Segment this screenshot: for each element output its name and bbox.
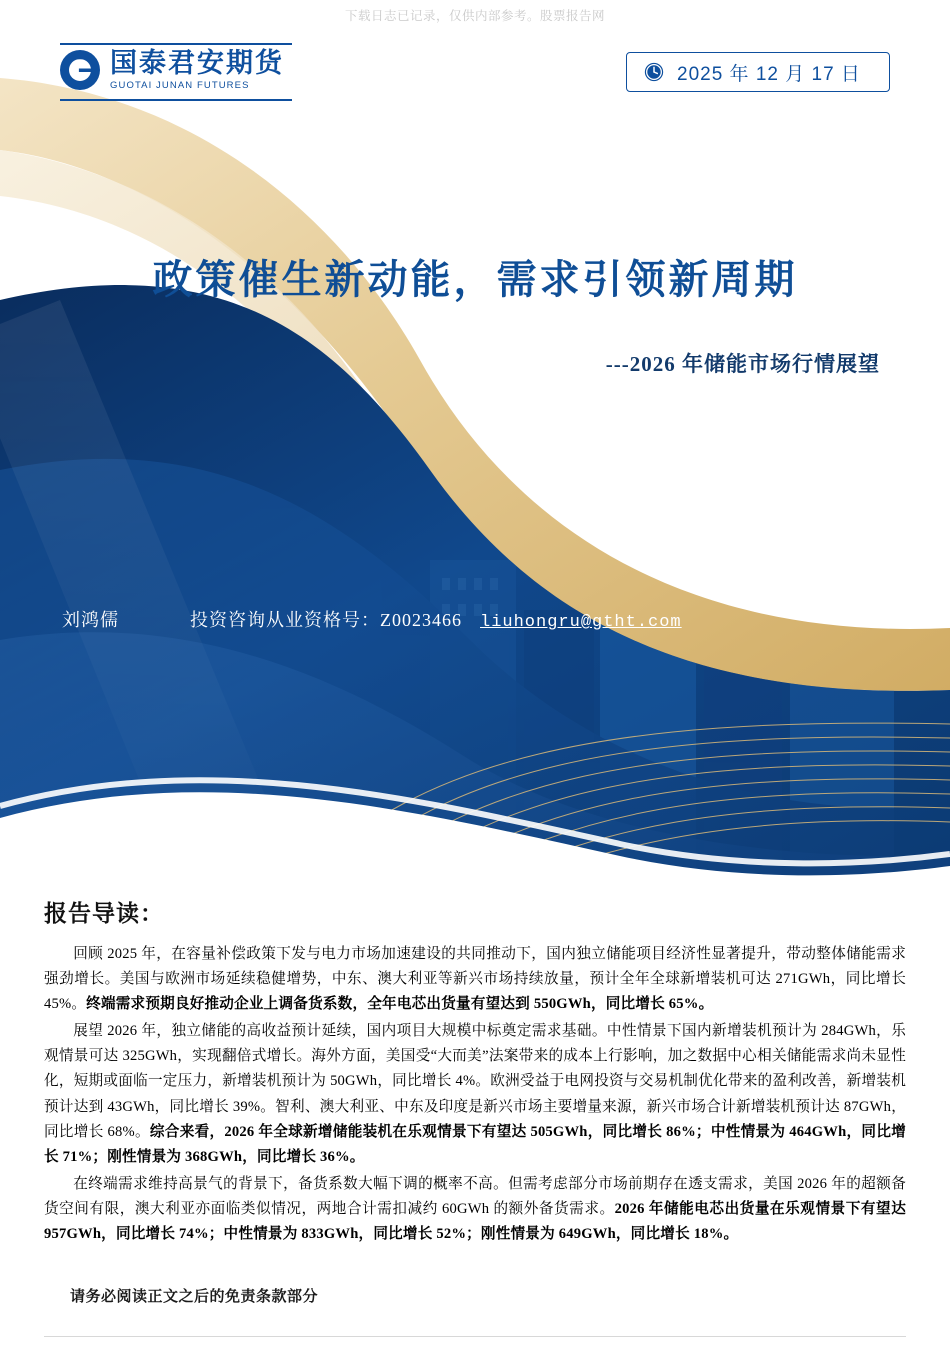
author-block: [62, 606, 890, 632]
page-title: 政策催生新动能，需求引领新周期: [152, 257, 798, 302]
logo-chinese-name: 国泰君安期货: [110, 48, 284, 78]
page-subtitle: ---2026 年储能市场行情展望: [605, 352, 880, 376]
author-name: 刘鸿儒: [62, 610, 119, 630]
paragraph-2: [44, 1019, 906, 1170]
footer-divider: [44, 1336, 906, 1337]
logo-rule-top: [60, 43, 292, 45]
paragraph-3: [44, 1172, 906, 1247]
disclaimer-note: 请务必阅读正文之后的免责条款部分: [70, 1289, 319, 1305]
paragraph-3-text: 在终端需求维持高景气的背景下，备货系数大幅下调的概率不高。但需考虑部分市场前期存在透支需求，美国 2026 年的超额备货空间有限，澳大利亚亦面临类似情况，两地合计需扣减约 60GWh 的额外备货需求。: [44, 1175, 906, 1217]
report-body: [44, 895, 906, 1249]
paragraph-1: [44, 942, 906, 1017]
report-date-badge: [626, 52, 890, 92]
report-date-text: 2025 年 12 月 17 日: [677, 63, 861, 85]
page-watermark: 下载日志已记录，仅供内部参考。股票报告网: [344, 9, 605, 23]
paragraph-2-highlight: 综合来看，2026 年全球新增储能装机在乐观情景下有望达 505GWh，同比增长 86%；中性情景为 464GWh，同比增长 71%；刚性情景为 368GWh，同比增长 36%。: [44, 1123, 907, 1165]
author-certificate: 投资咨询从业资格号：Z0023466: [190, 610, 462, 630]
paragraph-1-text: 回顾 2025 年，在容量补偿政策下发与电力市场加速建设的共同推动下，国内独立储能项目经济性显著提升，带动整体储能需求强劲增长。美国与欧洲市场延续稳健增势，中东、澳大利亚等新兴市场持续放量，预计全年全球新增装机可达 271GWh，同比增长 45%。: [44, 946, 906, 1013]
paragraph-1-highlight: 终端需求预期良好推动企业上调备货系数，全年电芯出货量有望达到 550GWh，同比增长 65%。: [86, 996, 714, 1013]
logo-english-name: GUOTAI JUNAN FUTURES: [110, 80, 250, 91]
logo-rule-bottom: [60, 99, 292, 101]
company-logo: [60, 50, 284, 91]
clock-icon: [643, 61, 665, 83]
lead-title: 报告导读：: [44, 901, 164, 926]
paragraph-3-highlight: 2026 年储能电芯出货量在乐观情景下有望达 957GWh，同比增长 74%；中性情景为 833GWh，同比增长 52%；刚性情景为 649GWh，同比增长 18%。: [44, 1200, 906, 1243]
paragraph-2-text: 展望 2026 年，独立储能的高收益预计延续，国内项目大规模中标奠定需求基础。中性情景下国内新增装机预计为 284GWh，乐观情景可达 325GWh，实现翻倍式增长。海外方面，美国受“大而美”法案带来的成本上行影响，加之数据中心相关储能需求尚未显性化，短期或面临一定压力，新增装机预计为 50GWh，同比增长 4%。欧洲受益于电网投资与交易机制优化带来的盈利改善，新增装机预计达到 43GWh，同比增长 39%。智利、澳大利亚、中东及印度是新兴市场主要增量来源，新兴市场合计新增装机预计达 87GWh，同比增长 68%。: [44, 1023, 906, 1140]
logo-mark-icon: [60, 50, 100, 90]
author-email-link[interactable]: liuhongru@gtht.com: [480, 613, 682, 632]
